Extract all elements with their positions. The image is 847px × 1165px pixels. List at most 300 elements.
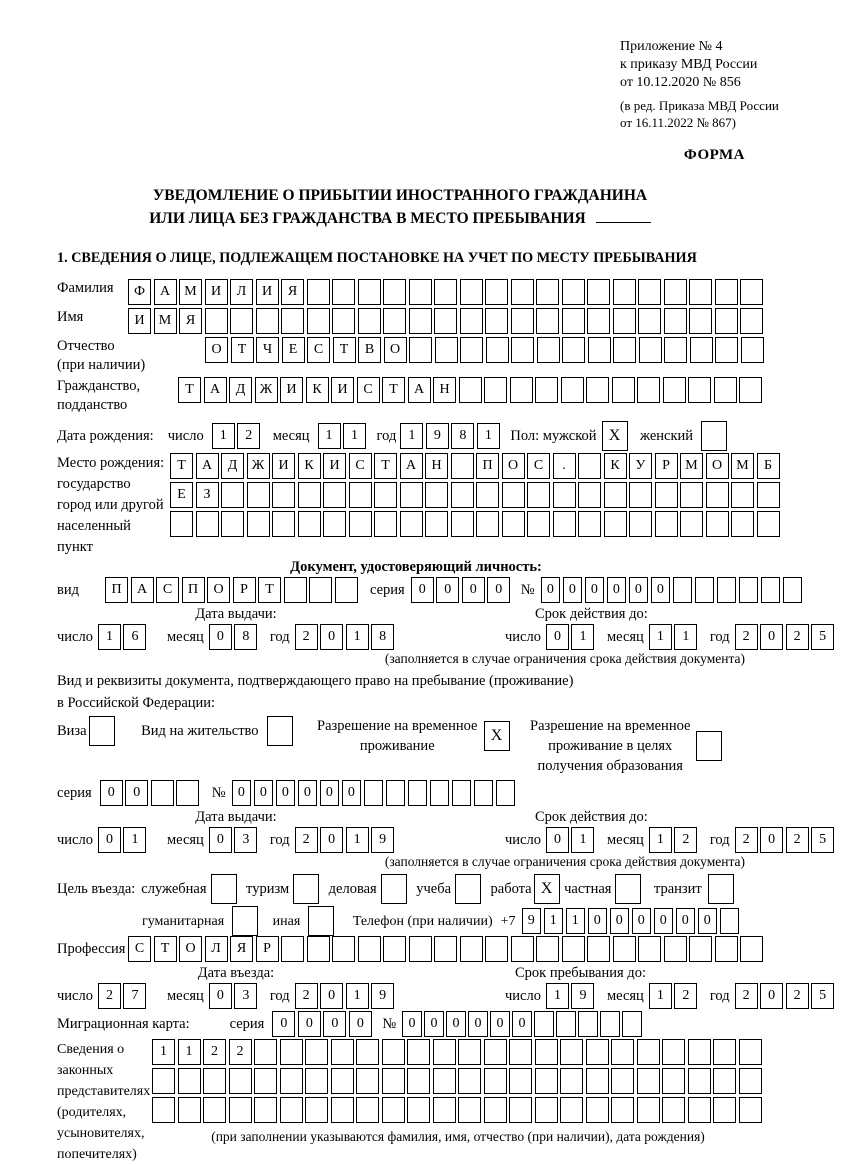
char-cell[interactable]: И <box>128 308 151 334</box>
char-cell[interactable]: П <box>105 577 128 603</box>
char-cell[interactable] <box>229 1097 252 1123</box>
char-cell[interactable] <box>509 1039 532 1065</box>
char-cell[interactable] <box>221 511 244 537</box>
char-cell[interactable] <box>761 577 781 603</box>
char-cell[interactable] <box>739 1039 762 1065</box>
char-cell[interactable] <box>613 308 636 334</box>
char-cell[interactable]: О <box>179 936 202 962</box>
char-cell[interactable]: И <box>205 279 228 305</box>
char-cell[interactable] <box>460 936 483 962</box>
char-cell[interactable] <box>409 279 432 305</box>
char-cell[interactable]: 0 <box>209 983 232 1009</box>
char-cell[interactable]: А <box>204 377 227 403</box>
char-cell[interactable] <box>664 936 687 962</box>
char-cell[interactable] <box>509 1068 532 1094</box>
char-cell[interactable] <box>638 936 661 962</box>
char-cell[interactable] <box>586 377 609 403</box>
char-cell[interactable] <box>562 936 585 962</box>
char-cell[interactable] <box>637 1068 660 1094</box>
char-cell[interactable] <box>323 511 346 537</box>
char-cell[interactable]: 9 <box>571 983 594 1009</box>
char-cell[interactable] <box>178 1068 201 1094</box>
char-cell[interactable]: 2 <box>295 827 318 853</box>
char-cell[interactable] <box>739 577 759 603</box>
char-cell[interactable] <box>254 1068 277 1094</box>
char-cell[interactable]: Я <box>281 279 304 305</box>
char-cell[interactable]: Ж <box>247 453 270 479</box>
char-cell[interactable]: 0 <box>588 908 608 934</box>
char-cell[interactable]: 0 <box>272 1011 295 1037</box>
char-cell[interactable]: 0 <box>760 983 783 1009</box>
char-cell[interactable]: 0 <box>209 827 232 853</box>
char-cell[interactable]: З <box>196 482 219 508</box>
char-cell[interactable] <box>280 1097 303 1123</box>
char-cell[interactable]: А <box>408 377 431 403</box>
char-cell[interactable] <box>511 279 534 305</box>
char-cell[interactable] <box>613 279 636 305</box>
checkbox-cell[interactable] <box>308 906 334 936</box>
char-cell[interactable]: Т <box>178 377 201 403</box>
char-cell[interactable]: А <box>400 453 423 479</box>
char-cell[interactable]: 0 <box>320 780 340 806</box>
char-cell[interactable] <box>151 780 174 806</box>
char-cell[interactable] <box>739 1068 762 1094</box>
char-cell[interactable] <box>578 482 601 508</box>
checkbox-cell[interactable] <box>232 906 258 936</box>
char-cell[interactable] <box>272 482 295 508</box>
char-cell[interactable] <box>527 511 550 537</box>
char-cell[interactable] <box>740 308 763 334</box>
char-cell[interactable]: 2 <box>735 827 758 853</box>
char-cell[interactable] <box>484 1097 507 1123</box>
char-cell[interactable] <box>638 308 661 334</box>
char-cell[interactable] <box>358 279 381 305</box>
char-cell[interactable]: 0 <box>98 827 121 853</box>
char-cell[interactable] <box>382 1068 405 1094</box>
char-cell[interactable] <box>349 511 372 537</box>
char-cell[interactable] <box>637 1039 660 1065</box>
char-cell[interactable] <box>689 279 712 305</box>
char-cell[interactable]: 0 <box>436 577 459 603</box>
char-cell[interactable] <box>587 279 610 305</box>
char-cell[interactable] <box>205 308 228 334</box>
char-cell[interactable] <box>484 1068 507 1094</box>
char-cell[interactable]: 0 <box>676 908 696 934</box>
char-cell[interactable]: 0 <box>607 577 627 603</box>
char-cell[interactable] <box>587 308 610 334</box>
char-cell[interactable] <box>349 482 372 508</box>
char-cell[interactable] <box>688 1068 711 1094</box>
char-cell[interactable] <box>433 1068 456 1094</box>
char-cell[interactable]: 0 <box>698 908 718 934</box>
char-cell[interactable]: 0 <box>424 1011 444 1037</box>
char-cell[interactable] <box>452 780 472 806</box>
char-cell[interactable]: 0 <box>585 577 605 603</box>
char-cell[interactable] <box>332 936 355 962</box>
char-cell[interactable]: 1 <box>123 827 146 853</box>
char-cell[interactable] <box>460 279 483 305</box>
char-cell[interactable]: 1 <box>544 908 564 934</box>
char-cell[interactable] <box>713 1097 736 1123</box>
char-cell[interactable] <box>553 511 576 537</box>
char-cell[interactable]: 9 <box>371 983 394 1009</box>
char-cell[interactable]: К <box>298 453 321 479</box>
char-cell[interactable] <box>496 780 516 806</box>
char-cell[interactable] <box>407 1039 430 1065</box>
char-cell[interactable]: К <box>604 453 627 479</box>
char-cell[interactable]: 0 <box>232 780 252 806</box>
char-cell[interactable]: С <box>349 453 372 479</box>
char-cell[interactable]: Я <box>179 308 202 334</box>
char-cell[interactable] <box>323 482 346 508</box>
char-cell[interactable]: 9 <box>371 827 394 853</box>
checkbox-cell[interactable] <box>211 874 237 904</box>
char-cell[interactable]: Л <box>205 936 228 962</box>
char-cell[interactable] <box>356 1039 379 1065</box>
char-cell[interactable]: 2 <box>674 827 697 853</box>
char-cell[interactable] <box>332 308 355 334</box>
char-cell[interactable] <box>586 1068 609 1094</box>
char-cell[interactable]: 2 <box>786 983 809 1009</box>
char-cell[interactable]: 0 <box>342 780 362 806</box>
char-cell[interactable] <box>662 1039 685 1065</box>
char-cell[interactable] <box>305 1097 328 1123</box>
char-cell[interactable]: 0 <box>546 827 569 853</box>
char-cell[interactable]: 0 <box>632 908 652 934</box>
char-cell[interactable] <box>739 377 762 403</box>
char-cell[interactable]: 1 <box>212 423 235 449</box>
char-cell[interactable]: 2 <box>295 624 318 650</box>
char-cell[interactable] <box>409 308 432 334</box>
char-cell[interactable] <box>586 1039 609 1065</box>
char-cell[interactable]: М <box>154 308 177 334</box>
char-cell[interactable]: 1 <box>152 1039 175 1065</box>
char-cell[interactable]: 5 <box>811 624 834 650</box>
char-cell[interactable] <box>400 511 423 537</box>
char-cell[interactable] <box>509 1097 532 1123</box>
char-cell[interactable]: 1 <box>649 624 672 650</box>
char-cell[interactable]: 1 <box>649 983 672 1009</box>
char-cell[interactable]: 1 <box>571 827 594 853</box>
char-cell[interactable] <box>459 377 482 403</box>
char-cell[interactable] <box>613 936 636 962</box>
checkbox-cell[interactable]: X <box>484 721 510 751</box>
char-cell[interactable] <box>713 1039 736 1065</box>
char-cell[interactable] <box>281 936 304 962</box>
char-cell[interactable]: 1 <box>98 624 121 650</box>
char-cell[interactable] <box>309 577 332 603</box>
char-cell[interactable] <box>256 308 279 334</box>
char-cell[interactable]: 0 <box>254 780 274 806</box>
char-cell[interactable]: 0 <box>541 577 561 603</box>
char-cell[interactable] <box>460 337 483 363</box>
char-cell[interactable] <box>298 511 321 537</box>
char-cell[interactable]: Т <box>258 577 281 603</box>
char-cell[interactable] <box>689 936 712 962</box>
char-cell[interactable] <box>639 337 662 363</box>
char-cell[interactable] <box>663 377 686 403</box>
char-cell[interactable] <box>364 780 384 806</box>
checkbox-cell[interactable]: X <box>602 421 628 451</box>
char-cell[interactable] <box>629 511 652 537</box>
char-cell[interactable]: Т <box>154 936 177 962</box>
char-cell[interactable] <box>534 1011 554 1037</box>
char-cell[interactable]: Р <box>655 453 678 479</box>
char-cell[interactable] <box>382 1039 405 1065</box>
char-cell[interactable]: 3 <box>234 983 257 1009</box>
char-cell[interactable]: 1 <box>571 624 594 650</box>
char-cell[interactable] <box>578 511 601 537</box>
char-cell[interactable]: 0 <box>563 577 583 603</box>
char-cell[interactable] <box>502 482 525 508</box>
char-cell[interactable] <box>715 279 738 305</box>
char-cell[interactable] <box>714 377 737 403</box>
char-cell[interactable] <box>305 1068 328 1094</box>
char-cell[interactable] <box>536 936 559 962</box>
char-cell[interactable] <box>458 1068 481 1094</box>
char-cell[interactable] <box>629 482 652 508</box>
char-cell[interactable] <box>622 1011 642 1037</box>
char-cell[interactable]: 2 <box>735 624 758 650</box>
char-cell[interactable]: Ч <box>256 337 279 363</box>
char-cell[interactable] <box>247 511 270 537</box>
char-cell[interactable] <box>680 511 703 537</box>
char-cell[interactable] <box>196 511 219 537</box>
char-cell[interactable] <box>152 1068 175 1094</box>
char-cell[interactable] <box>332 279 355 305</box>
char-cell[interactable]: В <box>358 337 381 363</box>
char-cell[interactable] <box>374 511 397 537</box>
char-cell[interactable]: 6 <box>123 624 146 650</box>
char-cell[interactable] <box>203 1068 226 1094</box>
char-cell[interactable] <box>664 279 687 305</box>
char-cell[interactable] <box>706 511 729 537</box>
char-cell[interactable] <box>578 1011 598 1037</box>
char-cell[interactable]: 2 <box>237 423 260 449</box>
char-cell[interactable]: 1 <box>178 1039 201 1065</box>
char-cell[interactable]: 2 <box>786 624 809 650</box>
char-cell[interactable]: И <box>331 377 354 403</box>
char-cell[interactable] <box>757 482 780 508</box>
char-cell[interactable]: 8 <box>234 624 257 650</box>
char-cell[interactable] <box>331 1039 354 1065</box>
char-cell[interactable]: Т <box>231 337 254 363</box>
char-cell[interactable] <box>476 482 499 508</box>
char-cell[interactable] <box>553 482 576 508</box>
char-cell[interactable] <box>604 482 627 508</box>
char-cell[interactable]: С <box>307 337 330 363</box>
char-cell[interactable]: 0 <box>546 624 569 650</box>
char-cell[interactable]: 1 <box>674 624 697 650</box>
char-cell[interactable]: П <box>182 577 205 603</box>
char-cell[interactable] <box>588 337 611 363</box>
checkbox-cell[interactable] <box>381 874 407 904</box>
char-cell[interactable]: Р <box>233 577 256 603</box>
char-cell[interactable] <box>358 936 381 962</box>
char-cell[interactable] <box>578 453 601 479</box>
char-cell[interactable] <box>458 1039 481 1065</box>
char-cell[interactable] <box>662 1097 685 1123</box>
char-cell[interactable]: Т <box>170 453 193 479</box>
char-cell[interactable] <box>152 1097 175 1123</box>
char-cell[interactable] <box>560 1068 583 1094</box>
char-cell[interactable]: 0 <box>323 1011 346 1037</box>
char-cell[interactable] <box>451 482 474 508</box>
char-cell[interactable] <box>280 1068 303 1094</box>
char-cell[interactable] <box>690 337 713 363</box>
char-cell[interactable]: 1 <box>566 908 586 934</box>
char-cell[interactable] <box>556 1011 576 1037</box>
char-cell[interactable] <box>680 482 703 508</box>
char-cell[interactable]: Д <box>221 453 244 479</box>
char-cell[interactable]: 5 <box>811 983 834 1009</box>
char-cell[interactable] <box>486 337 509 363</box>
char-cell[interactable] <box>307 936 330 962</box>
char-cell[interactable] <box>254 1039 277 1065</box>
char-cell[interactable] <box>409 337 432 363</box>
checkbox-cell[interactable] <box>267 716 293 746</box>
checkbox-cell[interactable] <box>615 874 641 904</box>
char-cell[interactable]: 7 <box>123 983 146 1009</box>
char-cell[interactable]: 8 <box>451 423 474 449</box>
char-cell[interactable] <box>560 1039 583 1065</box>
char-cell[interactable] <box>281 308 304 334</box>
char-cell[interactable] <box>407 1068 430 1094</box>
char-cell[interactable]: О <box>502 453 525 479</box>
char-cell[interactable] <box>460 308 483 334</box>
char-cell[interactable] <box>720 908 740 934</box>
char-cell[interactable] <box>408 780 428 806</box>
char-cell[interactable] <box>434 279 457 305</box>
char-cell[interactable]: 0 <box>760 827 783 853</box>
char-cell[interactable] <box>562 337 585 363</box>
char-cell[interactable]: И <box>280 377 303 403</box>
char-cell[interactable] <box>451 511 474 537</box>
char-cell[interactable]: С <box>527 453 550 479</box>
char-cell[interactable] <box>757 511 780 537</box>
char-cell[interactable] <box>731 482 754 508</box>
char-cell[interactable] <box>637 1097 660 1123</box>
char-cell[interactable] <box>586 1097 609 1123</box>
char-cell[interactable] <box>331 1068 354 1094</box>
char-cell[interactable] <box>434 936 457 962</box>
char-cell[interactable] <box>536 279 559 305</box>
char-cell[interactable] <box>221 482 244 508</box>
char-cell[interactable] <box>713 1068 736 1094</box>
char-cell[interactable] <box>783 577 803 603</box>
char-cell[interactable]: 0 <box>320 983 343 1009</box>
char-cell[interactable]: М <box>179 279 202 305</box>
char-cell[interactable]: 0 <box>100 780 123 806</box>
char-cell[interactable] <box>511 936 534 962</box>
char-cell[interactable] <box>307 308 330 334</box>
char-cell[interactable] <box>383 936 406 962</box>
char-cell[interactable] <box>537 337 560 363</box>
char-cell[interactable]: 0 <box>629 577 649 603</box>
char-cell[interactable]: 9 <box>426 423 449 449</box>
char-cell[interactable]: Д <box>229 377 252 403</box>
char-cell[interactable] <box>476 511 499 537</box>
char-cell[interactable]: 0 <box>298 780 318 806</box>
char-cell[interactable]: 2 <box>786 827 809 853</box>
char-cell[interactable]: 0 <box>610 908 630 934</box>
char-cell[interactable] <box>409 936 432 962</box>
char-cell[interactable] <box>562 308 585 334</box>
char-cell[interactable] <box>383 279 406 305</box>
char-cell[interactable]: Т <box>374 453 397 479</box>
char-cell[interactable] <box>433 1097 456 1123</box>
char-cell[interactable]: Л <box>230 279 253 305</box>
char-cell[interactable] <box>740 279 763 305</box>
checkbox-cell[interactable]: X <box>534 874 560 904</box>
char-cell[interactable]: 0 <box>125 780 148 806</box>
char-cell[interactable] <box>229 1068 252 1094</box>
char-cell[interactable] <box>305 1039 328 1065</box>
char-cell[interactable]: И <box>323 453 346 479</box>
char-cell[interactable]: 1 <box>649 827 672 853</box>
char-cell[interactable] <box>176 780 199 806</box>
char-cell[interactable] <box>739 1097 762 1123</box>
char-cell[interactable] <box>511 308 534 334</box>
char-cell[interactable] <box>298 482 321 508</box>
char-cell[interactable] <box>662 1068 685 1094</box>
char-cell[interactable]: И <box>272 453 295 479</box>
char-cell[interactable] <box>284 577 307 603</box>
char-cell[interactable] <box>356 1068 379 1094</box>
char-cell[interactable] <box>740 936 763 962</box>
char-cell[interactable]: 0 <box>276 780 296 806</box>
char-cell[interactable] <box>230 308 253 334</box>
char-cell[interactable]: П <box>476 453 499 479</box>
char-cell[interactable] <box>307 279 330 305</box>
char-cell[interactable] <box>688 1039 711 1065</box>
char-cell[interactable] <box>430 780 450 806</box>
char-cell[interactable]: 0 <box>654 908 674 934</box>
char-cell[interactable] <box>484 377 507 403</box>
char-cell[interactable]: Т <box>382 377 405 403</box>
char-cell[interactable]: 2 <box>98 983 121 1009</box>
char-cell[interactable]: 0 <box>490 1011 510 1037</box>
char-cell[interactable] <box>178 1097 201 1123</box>
char-cell[interactable] <box>655 511 678 537</box>
char-cell[interactable] <box>485 279 508 305</box>
char-cell[interactable]: 0 <box>209 624 232 650</box>
char-cell[interactable] <box>587 936 610 962</box>
char-cell[interactable] <box>407 1097 430 1123</box>
checkbox-cell[interactable] <box>696 731 722 761</box>
char-cell[interactable]: А <box>131 577 154 603</box>
char-cell[interactable] <box>600 1011 620 1037</box>
char-cell[interactable] <box>280 1039 303 1065</box>
char-cell[interactable] <box>715 337 738 363</box>
char-cell[interactable] <box>673 577 693 603</box>
char-cell[interactable] <box>433 1039 456 1065</box>
char-cell[interactable]: М <box>731 453 754 479</box>
char-cell[interactable] <box>535 1097 558 1123</box>
char-cell[interactable]: Е <box>170 482 193 508</box>
char-cell[interactable]: 0 <box>446 1011 466 1037</box>
char-cell[interactable] <box>511 337 534 363</box>
char-cell[interactable]: 5 <box>811 827 834 853</box>
char-cell[interactable]: 1 <box>346 983 369 1009</box>
char-cell[interactable] <box>527 482 550 508</box>
char-cell[interactable]: Н <box>433 377 456 403</box>
checkbox-cell[interactable] <box>701 421 727 451</box>
char-cell[interactable]: 0 <box>468 1011 488 1037</box>
char-cell[interactable]: С <box>128 936 151 962</box>
char-cell[interactable]: 2 <box>203 1039 226 1065</box>
char-cell[interactable]: 2 <box>674 983 697 1009</box>
